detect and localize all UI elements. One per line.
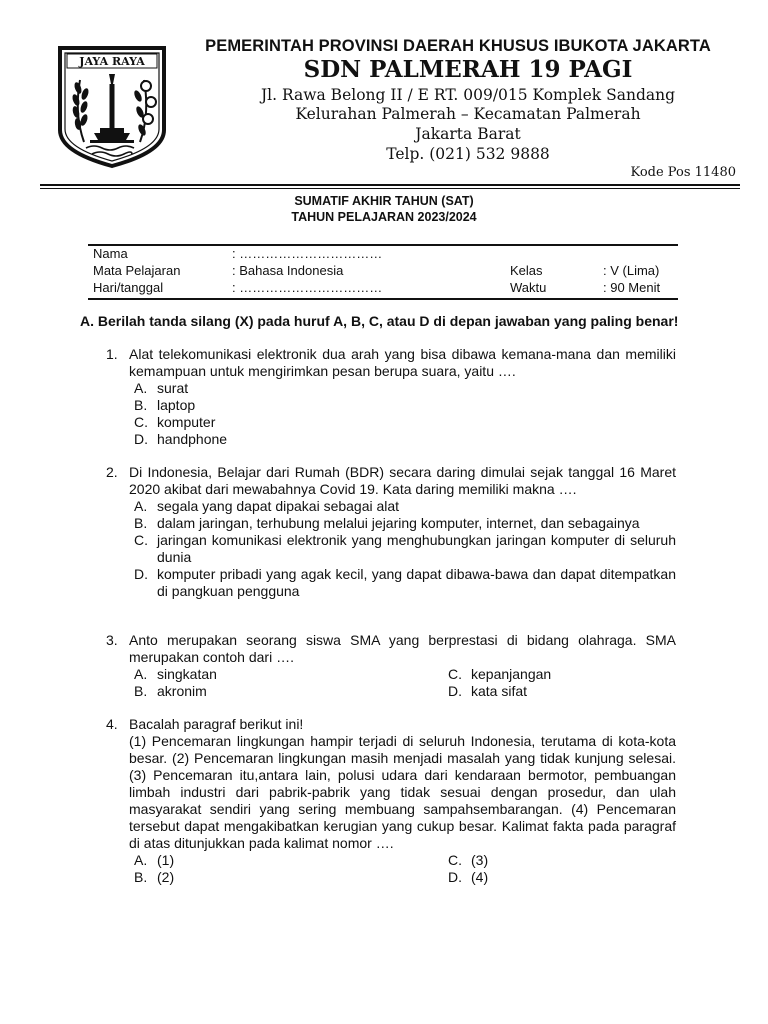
school-name: SDN PALMERAH 19 PAGI bbox=[303, 56, 633, 83]
option-text: segala yang dapat dipakai sebagai alat bbox=[157, 498, 400, 514]
option-d[interactable] bbox=[448, 683, 648, 700]
academic-year: TAHUN PELAJARAN 2023/2024 bbox=[291, 210, 477, 224]
question-stem: Di Indonesia, Belajar dari Rumah (BDR) secara daring dimulai sejak tanggal 16 Maret 2020 akibat dari mewabahnya Covid 19. Kata daring memiliki makna …. bbox=[129, 464, 676, 497]
subject-value: : Bahasa Indonesia bbox=[232, 263, 344, 278]
option-text: (2) bbox=[157, 869, 175, 885]
question-1 bbox=[106, 346, 676, 448]
option-text: jaringan komunikasi elektronik yang menghubungkan jaringan komputer di seluruh dunia bbox=[157, 532, 676, 565]
option-letter: B. bbox=[134, 683, 148, 699]
option-text: laptop bbox=[157, 397, 196, 413]
question-number: 4. bbox=[106, 716, 118, 732]
option-letter: A. bbox=[134, 498, 148, 514]
exam-title bbox=[184, 193, 584, 225]
option-letter: C. bbox=[134, 414, 148, 430]
option-letter: C. bbox=[134, 532, 148, 548]
question-number: 2. bbox=[106, 464, 118, 480]
letterhead-divider-thin bbox=[40, 188, 740, 189]
option-text: (1) bbox=[157, 852, 175, 868]
option-letter: A. bbox=[134, 380, 148, 396]
question-stem: Alat telekomunikasi elektronik dua arah yang bisa dibawa kemana-mana dan memiliki kemampuan untuk mengirimkan pesan berupa suara, yaitu …. bbox=[129, 346, 676, 379]
option-d[interactable] bbox=[134, 566, 676, 600]
option-list bbox=[134, 498, 676, 600]
question-stem: Anto merupakan seorang siswa SMA yang berprestasi di bidang olahraga. SMA merupakan contoh dari …. bbox=[129, 632, 676, 665]
option-a[interactable] bbox=[134, 666, 448, 683]
info-row-subject bbox=[93, 263, 673, 280]
time-label: Waktu bbox=[510, 280, 547, 295]
subject-label: Mata Pelajaran bbox=[93, 263, 181, 278]
option-letter: D. bbox=[448, 683, 462, 699]
date-field: : …………………………… bbox=[232, 280, 383, 295]
government-name: PEMERINTAH PROVINSI DAERAH KHUSUS IBUKOTA JAKARTA bbox=[205, 37, 711, 55]
option-text: komputer pribadi yang agak kecil, yang dapat dibawa-bawa dan dapat ditempatkan di pangkuan pengguna bbox=[157, 566, 676, 599]
info-row-name bbox=[93, 246, 673, 263]
option-letter: C. bbox=[448, 852, 462, 868]
option-a[interactable] bbox=[134, 380, 676, 397]
option-c[interactable] bbox=[448, 852, 648, 869]
info-bottom-rule bbox=[88, 298, 678, 300]
option-text: akronim bbox=[157, 683, 207, 699]
address-line: Jl. Rawa Belong II / E RT. 009/015 Komplek Sandang bbox=[260, 86, 676, 104]
question-4 bbox=[106, 716, 676, 886]
option-c[interactable] bbox=[134, 532, 676, 566]
option-text: singkatan bbox=[157, 666, 217, 682]
option-letter: B. bbox=[134, 397, 148, 413]
option-text: komputer bbox=[157, 414, 216, 430]
option-grid bbox=[134, 852, 676, 886]
letterhead-divider bbox=[40, 184, 740, 186]
class-value: : V (Lima) bbox=[603, 263, 660, 278]
question-stem: Bacalah paragraf berikut ini! bbox=[129, 716, 304, 732]
option-letter: D. bbox=[134, 431, 148, 447]
option-b[interactable] bbox=[134, 397, 676, 414]
option-text: handphone bbox=[157, 431, 228, 447]
option-letter: B. bbox=[134, 515, 148, 531]
option-a[interactable] bbox=[134, 852, 448, 869]
option-letter: A. bbox=[134, 666, 148, 682]
option-b[interactable] bbox=[134, 683, 448, 700]
phone-line: Telp. (021) 532 9888 bbox=[386, 145, 550, 163]
reading-paragraph: (1) Pencemaran lingkungan hampir terjadi di seluruh Indonesia, terutama di kota-kota besar. (2) Pencemaran lingkungan masih menjadi masalah yang tidak kunjung selesai. (3) Pencemaran itu,antara lain, polusi udara dari kendaraan bermotor, pembuangan limbah industri dari pabrik-pabrik yang tidak sesuai dengan prosedur, dan ulah masyarakat sendiri yang sering membuang sampahsembarangan. (4) Pencemaran tersebut dapat mengakibatkan kerugian yang cukup besar. Kalimat fakta pada paragraf di atas ditunjukkan pada kalimat nomor …. bbox=[129, 733, 676, 851]
option-a[interactable] bbox=[134, 498, 676, 515]
info-row-date bbox=[93, 280, 673, 297]
question-number: 3. bbox=[106, 632, 118, 648]
option-grid bbox=[134, 666, 676, 700]
option-b[interactable] bbox=[134, 515, 676, 532]
district-line: Kelurahan Palmerah – Kecamatan Palmerah bbox=[295, 105, 641, 123]
city-line: Jakarta Barat bbox=[415, 125, 521, 143]
name-label: Nama bbox=[93, 246, 128, 261]
option-d[interactable] bbox=[134, 431, 676, 448]
option-letter: C. bbox=[448, 666, 462, 682]
exam-name: SUMATIF AKHIR TAHUN (SAT) bbox=[294, 194, 474, 208]
option-c[interactable] bbox=[448, 666, 648, 683]
jaya-raya-emblem bbox=[56, 44, 168, 170]
logo-text: JAYA RAYA bbox=[79, 55, 145, 68]
date-label: Hari/tanggal bbox=[93, 280, 164, 295]
question-number: 1. bbox=[106, 346, 118, 362]
option-list bbox=[134, 380, 676, 448]
option-text: dalam jaringan, terhubung melalui jejaring komputer, internet, dan sebagainya bbox=[157, 515, 640, 531]
option-text: surat bbox=[157, 380, 189, 396]
option-letter: B. bbox=[134, 869, 148, 885]
option-d[interactable] bbox=[448, 869, 648, 886]
option-b[interactable] bbox=[134, 869, 448, 886]
option-letter: D. bbox=[134, 566, 148, 582]
time-value: : 90 Menit bbox=[603, 280, 661, 295]
option-c[interactable] bbox=[134, 414, 676, 431]
question-3 bbox=[106, 632, 676, 700]
option-text: (3) bbox=[471, 852, 489, 868]
option-letter: D. bbox=[448, 869, 462, 885]
option-text: kepanjangan bbox=[471, 666, 552, 682]
name-field: : …………………………… bbox=[232, 246, 383, 261]
option-letter: A. bbox=[134, 852, 148, 868]
option-text: kata sifat bbox=[471, 683, 528, 699]
postal-code: Kode Pos 11480 bbox=[630, 165, 736, 180]
option-text: (4) bbox=[471, 869, 489, 885]
class-label: Kelas bbox=[510, 263, 543, 278]
question-2 bbox=[106, 464, 676, 600]
section-instructions: A. Berilah tanda silang (X) pada huruf A, B, C, atau D di depan jawaban yang paling benar! bbox=[80, 313, 679, 329]
